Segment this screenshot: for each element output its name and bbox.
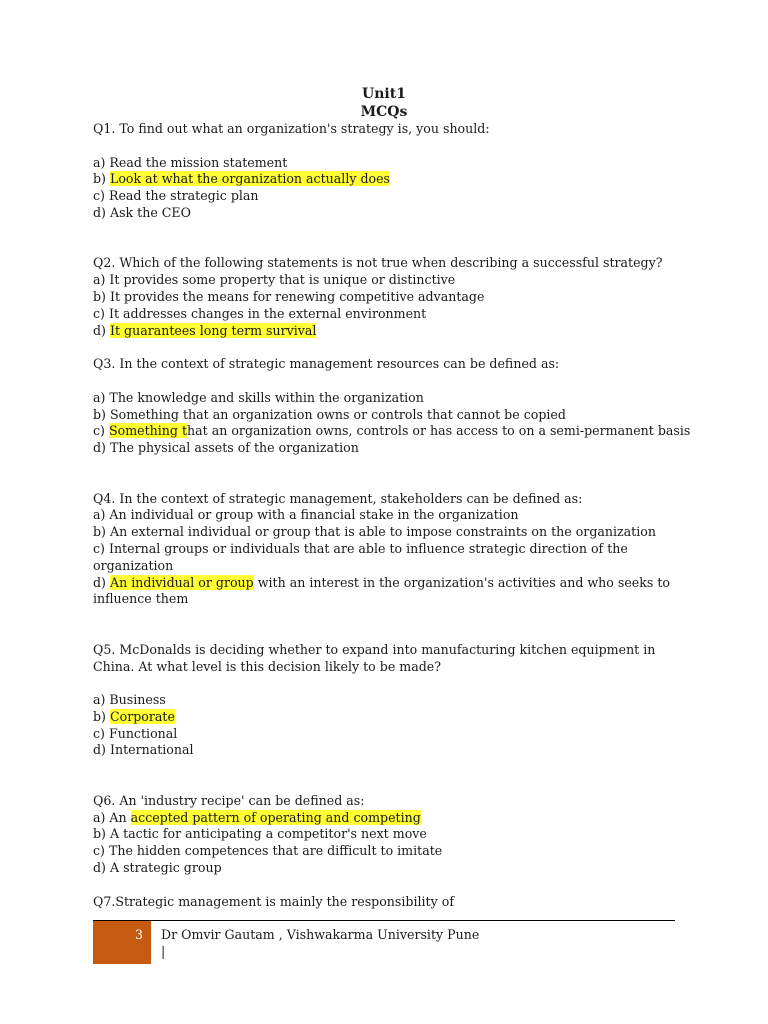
- option-5d: d) International: [93, 742, 194, 758]
- question-3: Q3. In the context of strategic management resources can be defined as:: [93, 356, 560, 372]
- answer-highlight: Look at what the organization actually does: [109, 171, 391, 187]
- question-2: Q2. Which of the following statements is not true when describing a successful strategy?: [93, 255, 663, 271]
- unit-subtitle: MCQs: [360, 104, 408, 120]
- option-2a: a) It provides some property that is unique or distinctive: [93, 272, 456, 288]
- footer-author-text: Dr Omvir Gautam , Vishwakarma University Pune: [161, 927, 480, 942]
- option-3c: c) Something that an organization owns, controls or has access to on a semi-permanent basis: [93, 423, 691, 439]
- option-2b: b) It provides the means for renewing competitive advantage: [93, 288, 485, 304]
- option-2c: c) It addresses changes in the external environment: [93, 305, 427, 321]
- answer-highlight: accepted pattern of operating and competing: [130, 809, 421, 825]
- answer-highlight: Corporate: [109, 708, 175, 724]
- answer-highlight: It guarantees long term survival: [109, 322, 317, 338]
- option-5b: b) Corporate: [93, 708, 175, 724]
- answer-highlight: An individual or group: [109, 574, 254, 590]
- footer-divider: [93, 920, 675, 921]
- option-4a: a) An individual or group with a financial stake in the organization: [93, 507, 519, 523]
- option-2d: d) It guarantees long term survival: [93, 322, 317, 338]
- unit-title: Unit1: [362, 86, 406, 102]
- footer-author: [161, 926, 479, 960]
- option-3d: d) The physical assets of the organization: [93, 440, 359, 456]
- question-list: [93, 121, 693, 910]
- question-6: Q6. An 'industry recipe' can be defined as:: [93, 792, 365, 808]
- option-1a: a) Read the mission statement: [93, 154, 288, 170]
- option-6a: a) An accepted pattern of operating and competing: [93, 809, 421, 825]
- option-5c: c) Functional: [93, 725, 178, 741]
- option-3a: a) The knowledge and skills within the organization: [93, 389, 424, 405]
- question-5-continued: China. At what level is this decision likely to be made?: [93, 658, 441, 674]
- option-3b: b) Something that an organization owns or controls that cannot be copied: [93, 406, 566, 422]
- option-4d-continued: influence them: [93, 591, 189, 607]
- option-6d: d) A strategic group: [93, 860, 222, 876]
- page-number: 3: [134, 927, 143, 942]
- option-4c: c) Internal groups or individuals that are able to influence strategic direction of the: [93, 540, 628, 556]
- option-4d: d) An individual or group with an interest in the organization's activities and who seeks to: [93, 574, 670, 590]
- option-1c: c) Read the strategic plan: [93, 188, 259, 204]
- question-4: Q4. In the context of strategic management, stakeholders can be defined as:: [93, 490, 583, 506]
- question-5: Q5. McDonalds is deciding whether to expand into manufacturing kitchen equipment in: [93, 641, 656, 657]
- option-4c-continued: organization: [93, 557, 174, 573]
- option-1b: b) Look at what the organization actually does: [93, 171, 391, 187]
- page-number-box: [93, 921, 151, 964]
- text-cursor: |: [161, 944, 166, 959]
- answer-highlight: Something t: [108, 423, 188, 439]
- question-7: Q7.Strategic management is mainly the responsibility of: [93, 893, 454, 909]
- option-1d: d) Ask the CEO: [93, 204, 191, 220]
- option-6c: c) The hidden competences that are difficult to imitate: [93, 843, 443, 859]
- question-1: Q1. To find out what an organization's strategy is, you should:: [93, 121, 490, 136]
- option-4b: b) An external individual or group that is able to impose constraints on the organization: [93, 524, 656, 540]
- option-5a: a) Business: [93, 692, 166, 708]
- option-6b: b) A tactic for anticipating a competitor's next move: [93, 826, 427, 842]
